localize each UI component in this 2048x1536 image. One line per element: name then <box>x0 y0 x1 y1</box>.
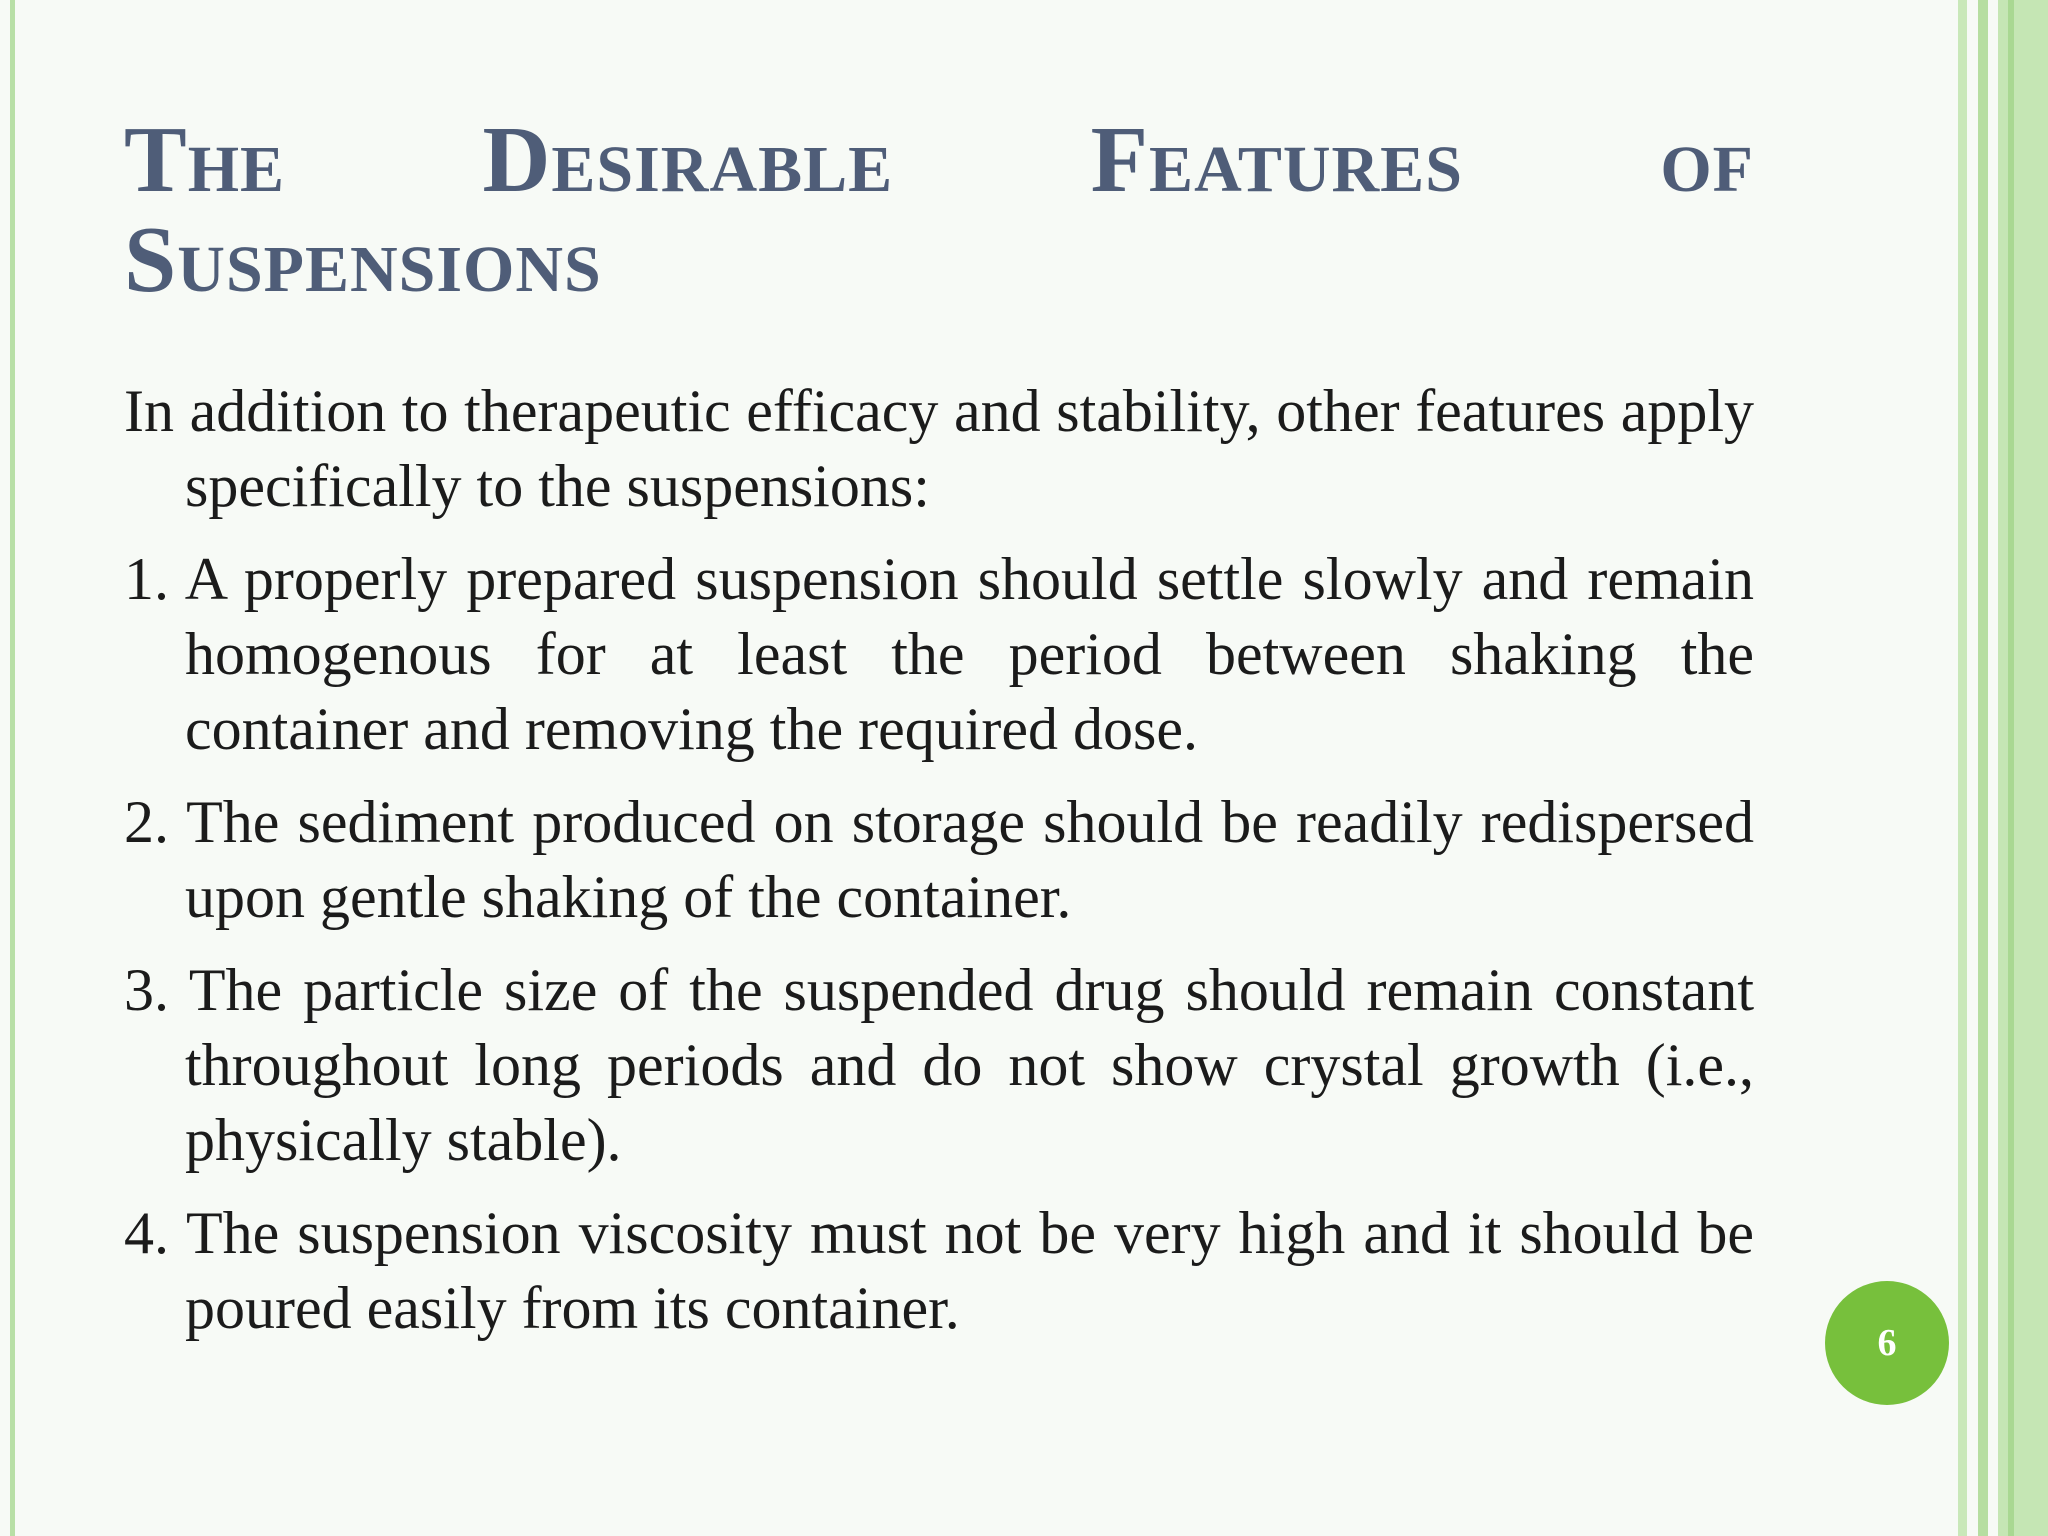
list-item-number: 1. <box>124 546 169 612</box>
list-item <box>124 542 1754 767</box>
list-item-text: The sediment produced on storage should be readily redispersed upon gentle shaking of the container. <box>185 789 1754 930</box>
right-decorative-stripe <box>1978 0 1988 1536</box>
list-item-text: The particle size of the suspended drug should remain constant throughout long periods and do not show crystal growth (i.e., physically stable). <box>185 957 1754 1173</box>
title-word: Features <box>1090 108 1463 212</box>
page-number-badge <box>1825 1281 1949 1405</box>
intro-paragraph: In addition to therapeutic efficacy and stability, other features apply specifically to the suspensions: <box>124 378 1754 519</box>
left-border-rule <box>10 0 15 1536</box>
slide-title <box>124 110 1754 310</box>
list-item-number: 2. <box>124 789 169 855</box>
slide-title-line-1 <box>124 110 1754 210</box>
list-item-number: 4. <box>124 1200 169 1266</box>
title-word: of <box>1660 108 1754 212</box>
right-decorative-stripe <box>1958 0 1967 1536</box>
list-item-text: The suspension viscosity must not be very high and it should be poured easily from its container. <box>185 1200 1754 1341</box>
list-item-text: A properly prepared suspension should settle slowly and remain homogenous for at least the period between shaking the container and removing the required dose. <box>184 546 1754 762</box>
slide-title-line-2: Suspensions <box>124 208 602 312</box>
slide-body <box>124 374 1754 1364</box>
title-word: The <box>124 108 286 212</box>
list-item <box>124 1196 1754 1346</box>
right-decorative-stripe <box>1998 0 2048 1536</box>
list-item-number: 3. <box>124 957 169 1023</box>
page-number: 6 <box>1877 1322 1897 1364</box>
title-word: Desirable <box>482 108 894 212</box>
list-item <box>124 785 1754 935</box>
list-item <box>124 953 1754 1178</box>
